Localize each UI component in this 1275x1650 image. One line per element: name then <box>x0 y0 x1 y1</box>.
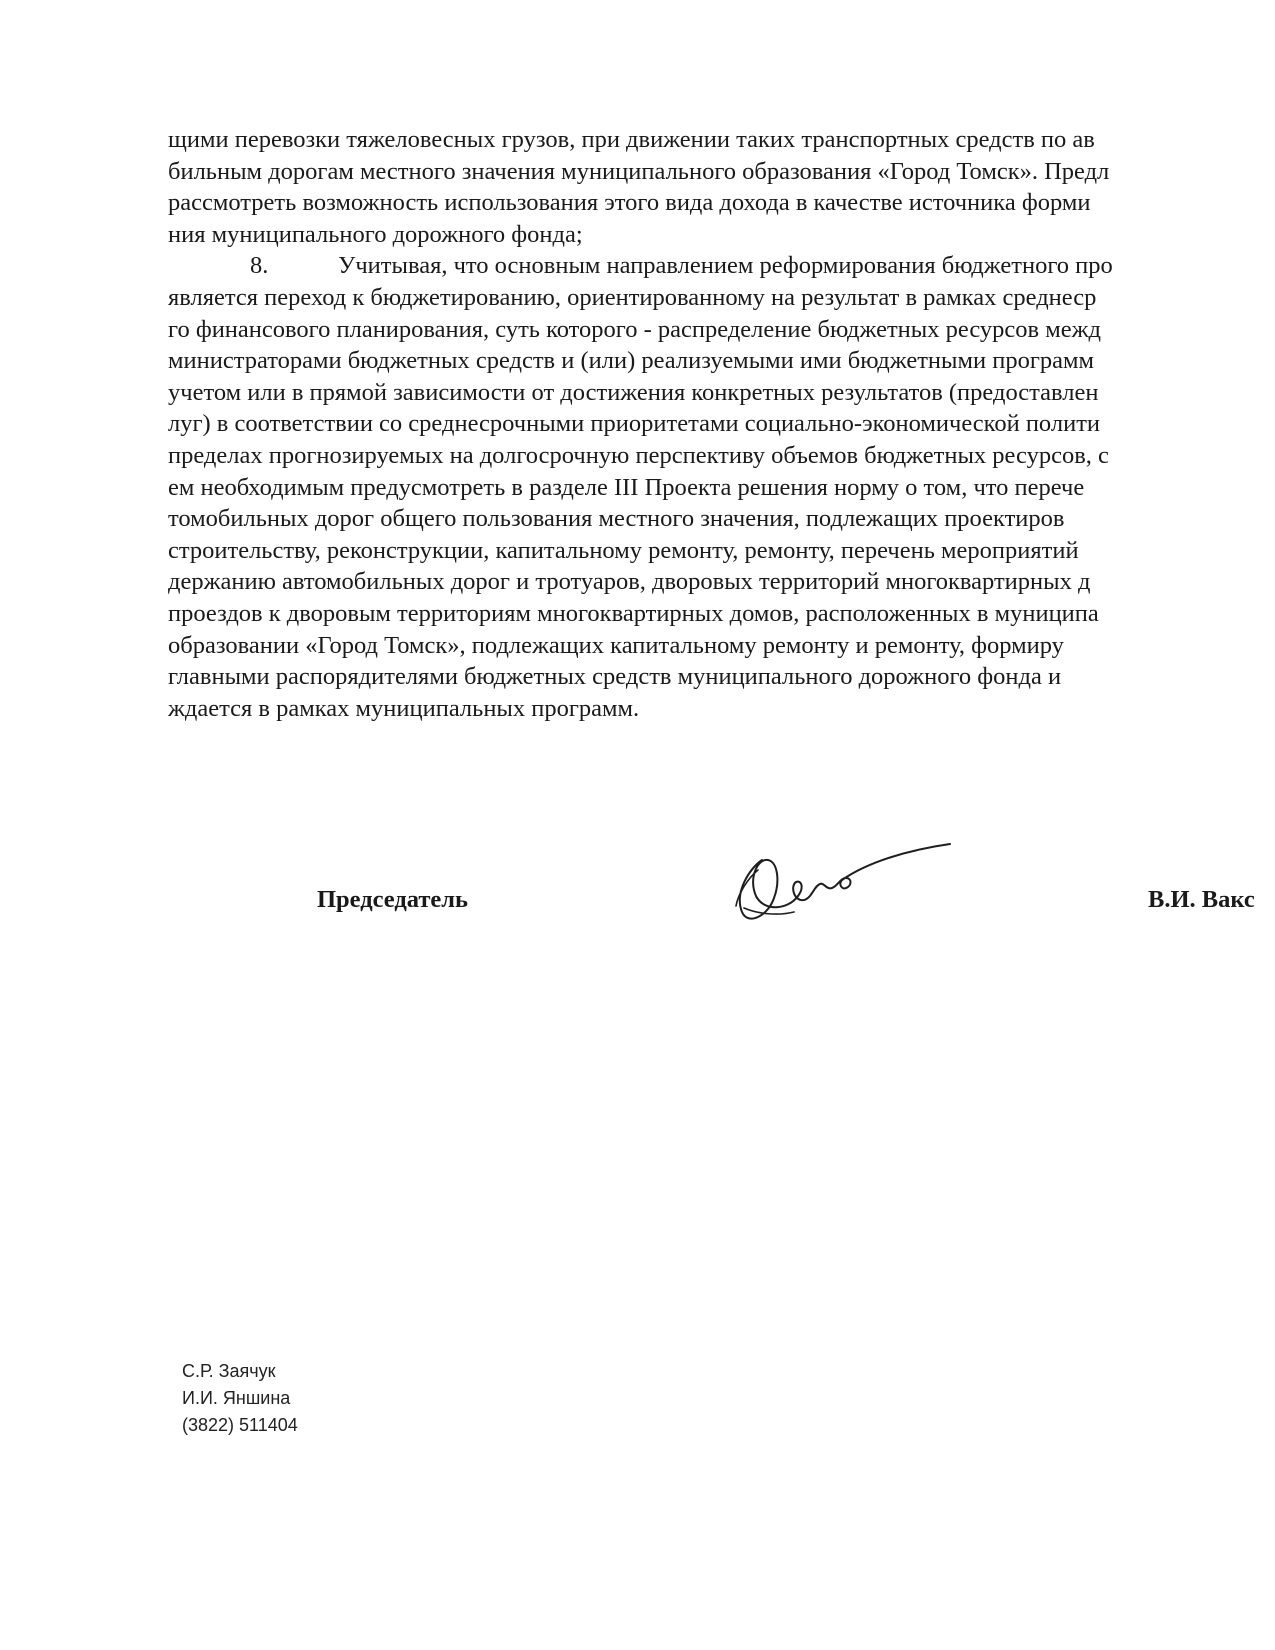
handwritten-signature <box>728 820 958 930</box>
paragraph-8-first-line <box>168 250 1275 282</box>
signer-title: Председатель <box>317 886 468 913</box>
text-line: рассмотреть возможность использования этого вида дохода в качестве источника форми <box>168 189 1091 217</box>
text-line: луг) в соответствии со среднесрочными приоритетами социально-экономической полити <box>168 410 1101 438</box>
text-line: проездов к дворовым территориям многоквартирных домов, расположенных в муниципа <box>168 599 1099 627</box>
document-body <box>168 124 1275 724</box>
text-line: ем необходимым предусмотреть в разделе III Проекта решения норму о том, что перече <box>168 473 1085 501</box>
text-line: строительству, реконструкции, капитальному ремонту, ремонту, перечень мероприятий <box>168 536 1079 564</box>
text-line: главными распорядителями бюджетных средств муниципального дорожного фонда и <box>168 663 1062 691</box>
text-line: ния муниципального дорожного фонда; <box>168 220 583 248</box>
text-line: учетом или в прямой зависимости от достижения конкретных результатов (предоставлен <box>168 378 1099 406</box>
contact-phone: (3822) 511404 <box>182 1415 298 1435</box>
item-number: 8. <box>250 252 269 280</box>
contact-person: С.Р. Заячук <box>182 1361 276 1381</box>
signer-name: В.И. Вакс <box>1148 886 1255 913</box>
text-line: бильным дорогам местного значения муниципального образования «Город Томск». Предл <box>168 157 1110 185</box>
text-line: пределах прогнозируемых на долгосрочную перспективу объемов бюджетных ресурсов, с <box>168 441 1109 469</box>
text-line: образовании «Город Томск», подлежащих капитальному ремонту и ремонту, формиру <box>168 631 1064 659</box>
text-line: является переход к бюджетированию, ориентированному на результат в рамках среднеср <box>168 283 1097 311</box>
signature-block <box>0 820 1275 940</box>
contact-person: И.И. Яншина <box>182 1388 291 1408</box>
text-line: Учитывая, что основным направлением реформирования бюджетного про <box>338 252 1113 280</box>
text-line: го финансового планирования, суть которого - распределение бюджетных ресурсов межд <box>168 315 1101 343</box>
text-line: держанию автомобильных дорог и тротуаров, дворовых территорий многоквартирных д <box>168 568 1091 596</box>
text-line: щими перевозки тяжеловесных грузов, при движении таких транспортных средств по ав <box>168 126 1095 153</box>
text-line: ждается в рамках муниципальных программ. <box>168 694 640 722</box>
text-line: министраторами бюджетных средств и (или) реализуемыми ими бюджетными программ <box>168 347 1095 375</box>
text-line: томобильных дорог общего пользования местного значения, подлежащих проектиров <box>168 505 1065 533</box>
contacts-block <box>182 1358 298 1439</box>
